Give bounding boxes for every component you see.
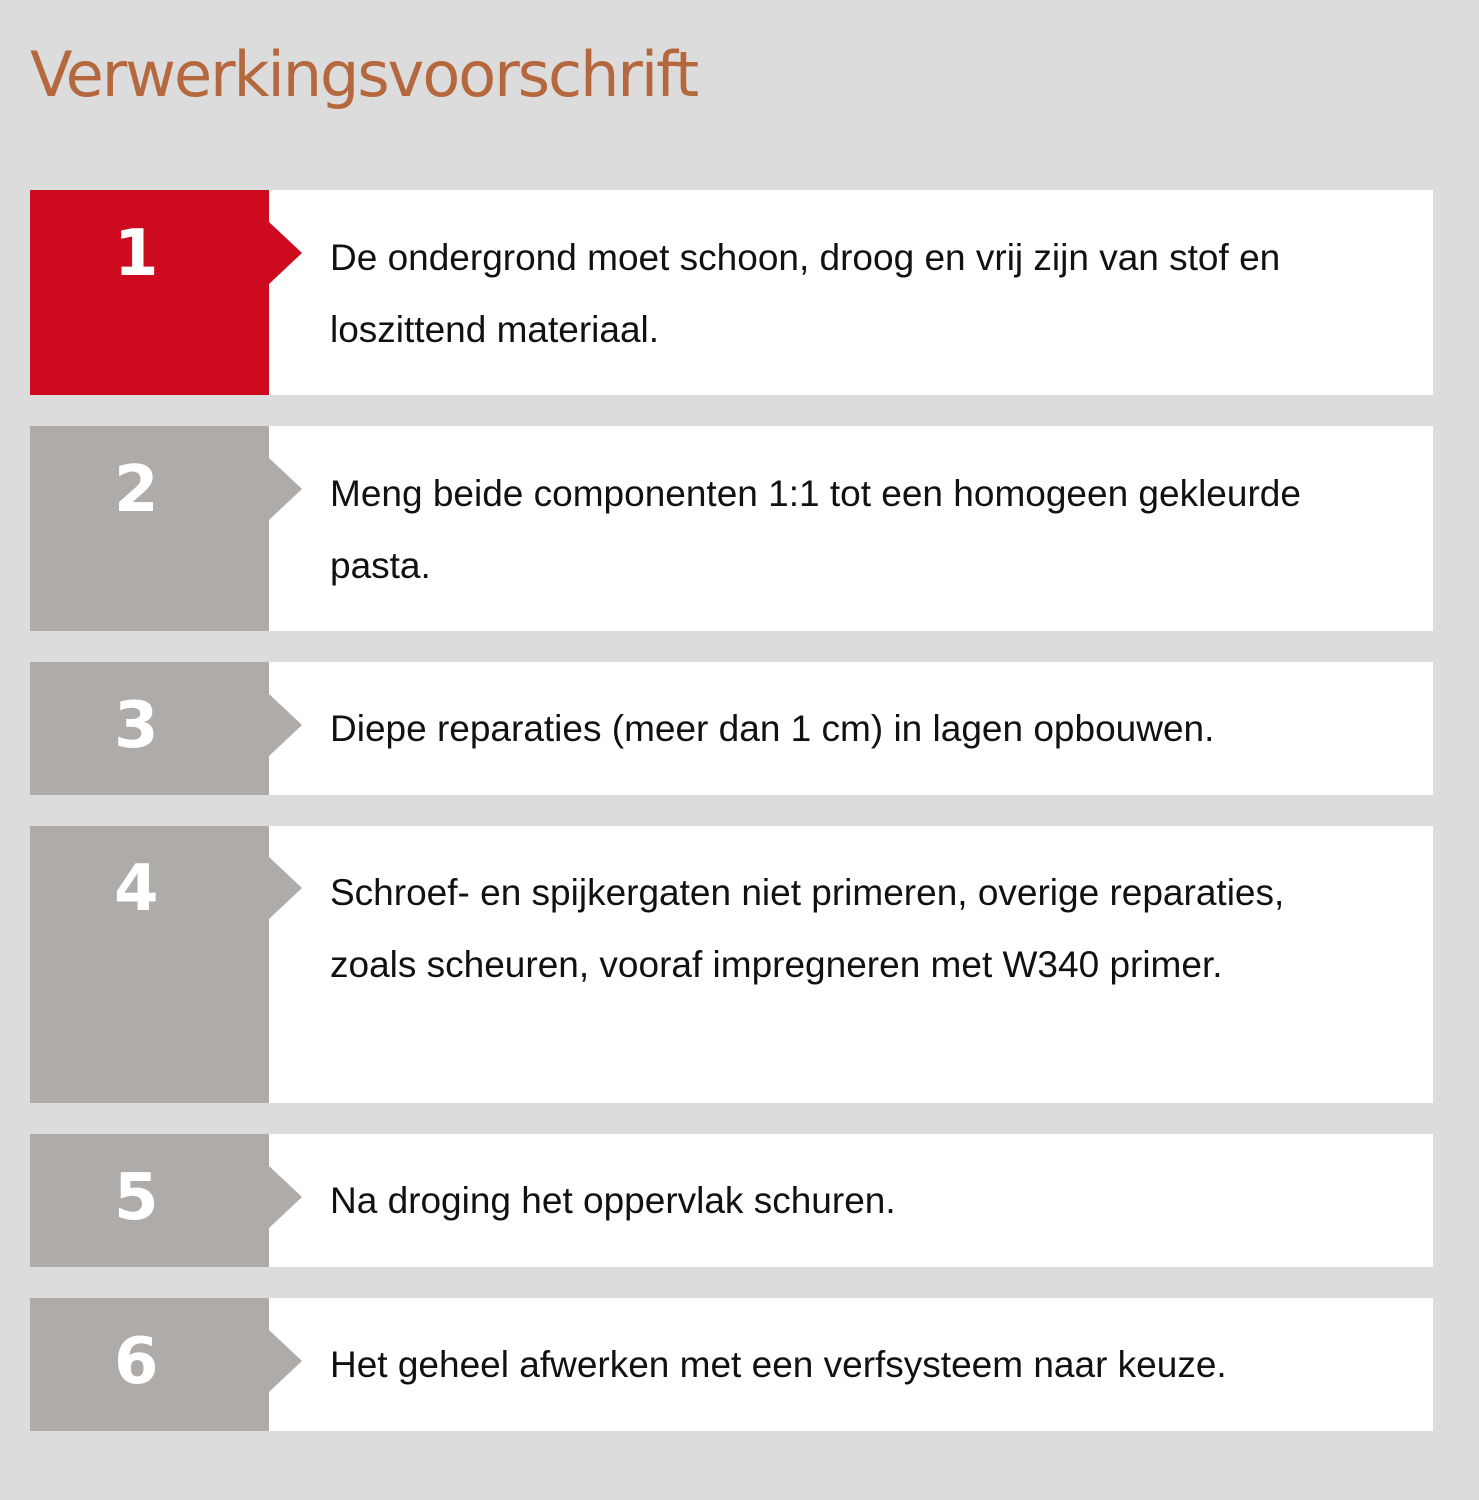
step-number: 5 [114,1161,159,1235]
step-arrow-icon [269,1166,302,1228]
step-text: Meng beide componenten 1:1 tot een homogeen gekleurde pasta. [330,473,1301,586]
step-number: 3 [114,689,159,763]
step-1 [30,190,1433,395]
step-6 [30,1298,1433,1431]
page-title: Verwerkingsvoorschrift [30,38,698,111]
step-arrow-icon [269,1330,302,1392]
step-number: 6 [114,1325,159,1399]
step-number: 2 [114,453,159,527]
step-text: Diepe reparaties (meer dan 1 cm) in lagen opbouwen. [330,708,1215,749]
step-2 [30,426,1433,631]
step-text: Na droging het oppervlak schuren. [330,1180,896,1221]
step-arrow-icon [269,458,302,520]
step-text: Het geheel afwerken met een verfsysteem naar keuze. [330,1344,1227,1385]
step-5 [30,1134,1433,1267]
step-arrow-icon [269,857,302,919]
step-number: 4 [114,852,159,926]
step-text: De ondergrond moet schoon, droog en vrij zijn van stof en loszittend materiaal. [330,237,1281,350]
step-arrow-icon [269,222,302,284]
step-4 [30,826,1433,1103]
step-number: 1 [114,217,159,291]
step-arrow-icon [269,694,302,756]
step-text: Schroef- en spijkergaten niet primeren, overige reparaties, zoals scheuren, vooraf impregneren met W340 primer. [330,872,1285,985]
step-3 [30,662,1433,795]
